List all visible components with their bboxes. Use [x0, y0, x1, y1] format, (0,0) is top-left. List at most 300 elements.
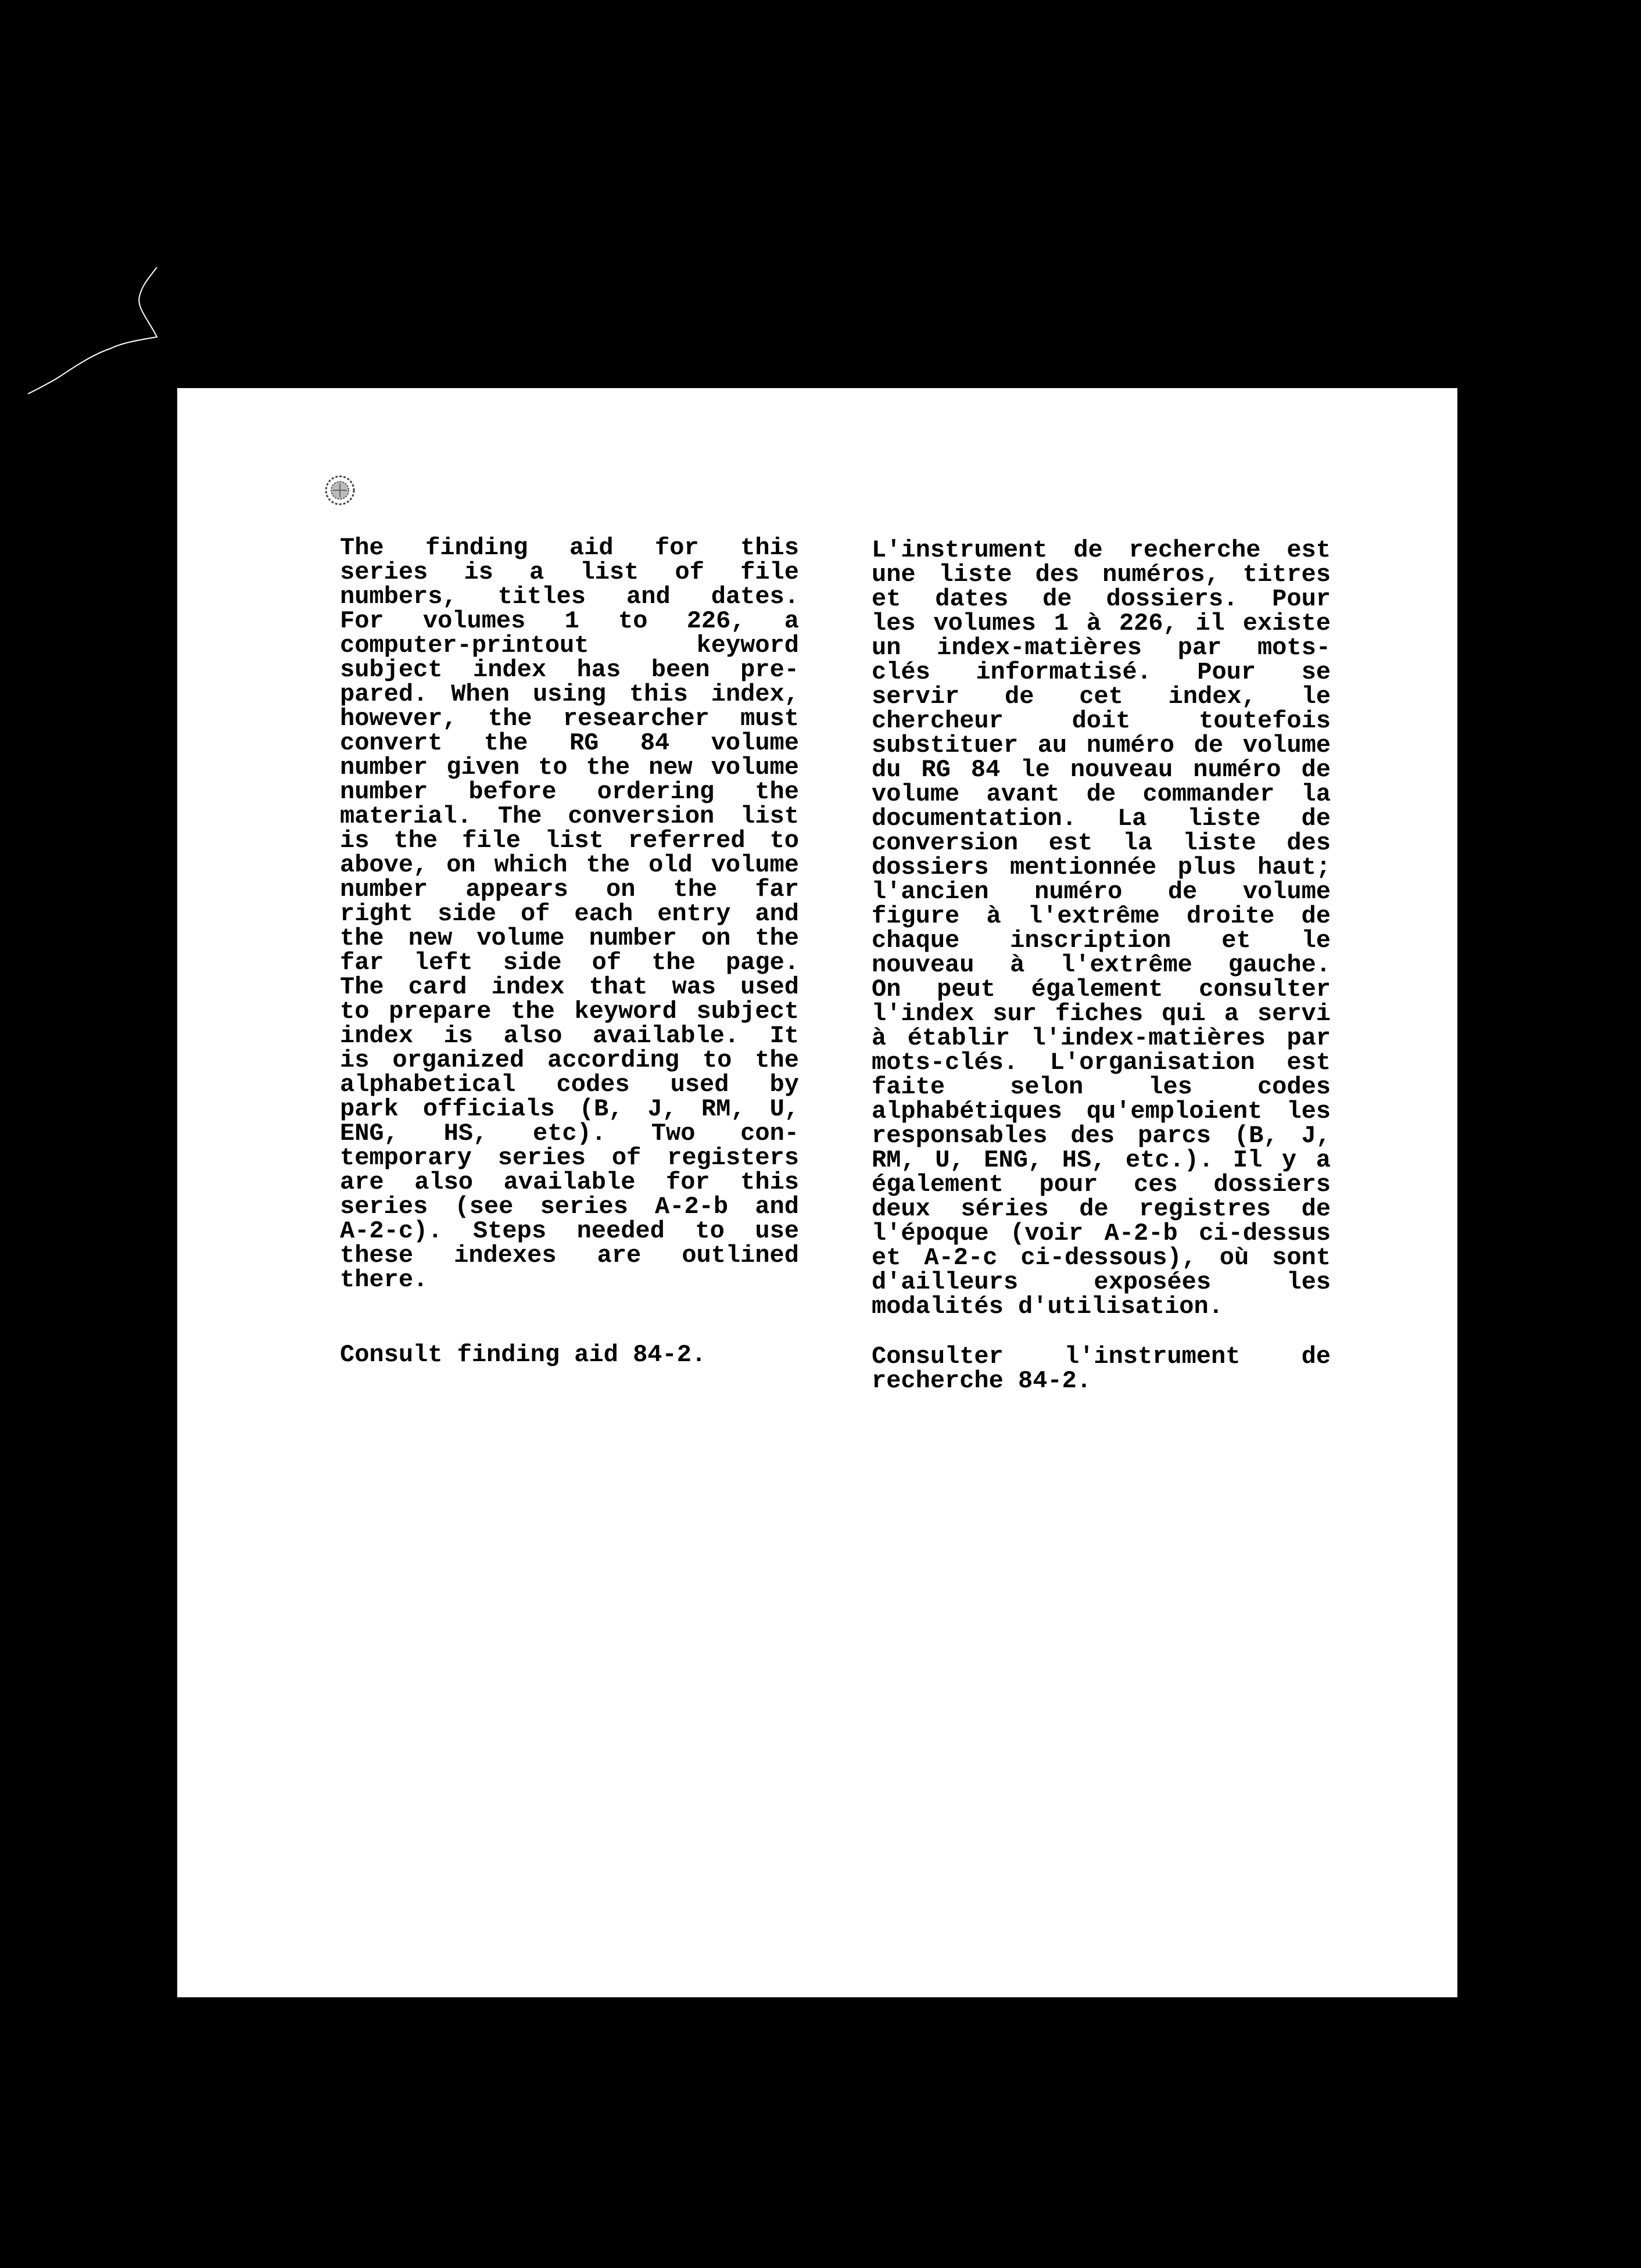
french-word: ces: [1134, 1171, 1178, 1198]
french-consult-last-line: recherche 84-2.: [872, 1367, 1092, 1395]
english-word: pre-: [740, 656, 799, 684]
english-word: series: [340, 1193, 428, 1221]
french-word: (B,: [1234, 1122, 1278, 1150]
english-line: [340, 584, 799, 609]
english-word: side: [438, 900, 496, 928]
english-word: temporary: [340, 1144, 472, 1172]
french-line: [872, 660, 1331, 684]
english-word: ENG,: [340, 1119, 399, 1147]
english-word: the: [586, 851, 630, 879]
english-word: numbers,: [340, 583, 457, 611]
french-word: par: [1177, 634, 1222, 662]
french-word: de: [1073, 536, 1103, 564]
french-word: et: [872, 1244, 901, 1272]
english-word: computer-printout: [340, 631, 589, 659]
french-word: servir: [872, 683, 960, 710]
english-word: index,: [711, 680, 799, 708]
french-word: de: [1079, 1195, 1109, 1223]
french-last-line: modalités d'utilisation.: [872, 1293, 1223, 1320]
english-word: convert: [340, 729, 443, 757]
french-word: l'index: [872, 1000, 974, 1028]
english-word: and: [755, 900, 799, 928]
french-word: les: [1148, 1073, 1192, 1101]
english-line: [340, 1024, 799, 1048]
french-word: L'organisation: [1049, 1049, 1255, 1076]
english-word: U,: [769, 1095, 799, 1123]
english-word: volumes: [422, 607, 526, 635]
french-word: établir: [907, 1024, 1011, 1052]
english-word: A-2-b: [655, 1193, 729, 1221]
english-word: was: [672, 973, 716, 1001]
french-word: nouveau: [1070, 756, 1173, 784]
english-word: referred: [628, 827, 746, 855]
english-line: [340, 926, 799, 950]
english-word: the: [586, 753, 630, 781]
french-line: [872, 1075, 1331, 1099]
english-line: [340, 706, 799, 731]
french-word: parcs: [1137, 1122, 1212, 1150]
english-word: are: [597, 1241, 642, 1269]
english-word: codes: [556, 1071, 630, 1099]
english-word: this: [629, 680, 688, 708]
english-word: con-: [740, 1119, 799, 1147]
english-word: number: [589, 924, 677, 952]
french-word: volume: [1242, 731, 1331, 759]
french-line: [872, 1221, 1331, 1246]
french-word: de: [1167, 878, 1198, 906]
english-word: index: [491, 973, 565, 1001]
english-line: [340, 804, 799, 828]
french-word: J,: [1301, 1122, 1331, 1150]
english-line: [340, 1194, 799, 1219]
french-word: de: [1086, 780, 1116, 808]
english-word: of: [675, 558, 704, 586]
french-word: RG: [921, 756, 951, 784]
french-consult-word: l'instrument: [1064, 1343, 1241, 1370]
french-word: de: [1042, 585, 1072, 613]
french-word: qui: [1162, 1000, 1206, 1028]
french-word: 226,: [1119, 609, 1178, 637]
french-word: des: [1287, 829, 1331, 857]
french-line: [872, 562, 1331, 587]
english-word: a: [529, 558, 544, 586]
english-word: and: [626, 583, 671, 611]
english-word: to: [618, 607, 648, 635]
english-word: available.: [592, 1022, 740, 1050]
english-line: [340, 755, 799, 780]
french-word: RM,: [872, 1146, 916, 1174]
english-word: which: [494, 851, 568, 879]
english-word: to: [695, 1217, 725, 1245]
french-word: numéros,: [1102, 561, 1220, 588]
french-word: à: [986, 902, 1001, 930]
english-consult-note: Consult finding aid 84-2.: [340, 1341, 707, 1369]
english-word: RG: [569, 729, 599, 757]
english-word: volume: [711, 753, 799, 781]
french-word: il: [1195, 609, 1225, 637]
french-word: documentation.: [872, 805, 1077, 832]
french-line: [872, 1246, 1331, 1270]
french-word: La: [1117, 805, 1147, 832]
french-word: commander: [1142, 780, 1275, 808]
french-word: recherche: [1128, 536, 1261, 564]
french-line: [872, 1270, 1331, 1294]
french-word: HS,: [1062, 1146, 1106, 1174]
french-word: volumes: [933, 609, 1036, 637]
french-word: un: [872, 634, 901, 662]
english-word: before: [468, 778, 557, 806]
english-word: When: [451, 680, 510, 708]
french-word: A-2-b: [1104, 1219, 1178, 1247]
french-word: plus: [1177, 853, 1237, 881]
french-word: de: [1301, 902, 1331, 930]
english-word: used: [670, 1071, 729, 1099]
english-word: material.: [340, 802, 472, 830]
english-line: [340, 1219, 799, 1243]
english-word: (B,: [579, 1095, 624, 1123]
french-word: y: [1281, 1146, 1297, 1174]
french-word: qu'emploient: [1086, 1097, 1263, 1125]
french-word: exposées: [1094, 1268, 1212, 1296]
french-word: avant: [986, 780, 1060, 808]
scanner-scratch-mark: [23, 261, 174, 395]
english-word: available: [503, 1168, 636, 1196]
french-word: L'instrument: [872, 536, 1048, 564]
french-word: chaque: [872, 927, 960, 954]
french-word: de: [1301, 1195, 1331, 1223]
french-word: U,: [935, 1146, 965, 1174]
english-word: 226,: [686, 607, 746, 635]
french-word: de: [1301, 756, 1331, 784]
english-word: the: [488, 705, 532, 733]
french-word: est: [1287, 536, 1331, 564]
english-word: appears: [465, 875, 568, 903]
english-word: for: [655, 534, 699, 562]
english-word: for: [665, 1168, 710, 1196]
english-line: [340, 1170, 799, 1194]
english-word: using: [532, 680, 606, 708]
english-word: officials: [422, 1095, 555, 1123]
english-word: of: [592, 949, 622, 977]
french-word: Pour: [1272, 585, 1331, 613]
english-line: [340, 999, 799, 1024]
french-word: de: [1301, 805, 1331, 832]
english-word: however,: [340, 705, 457, 733]
french-word: mots-: [1257, 634, 1331, 662]
english-word: park: [340, 1095, 399, 1123]
english-word: outlined: [682, 1241, 799, 1269]
french-word: dossiers.: [1106, 585, 1238, 613]
french-word: est: [1287, 1049, 1331, 1076]
english-word: series: [340, 558, 428, 586]
french-word: la: [1123, 829, 1153, 857]
english-word: that: [589, 973, 648, 1001]
english-word: dates.: [711, 583, 799, 611]
english-word: also: [414, 1168, 474, 1196]
french-word: registres: [1139, 1195, 1271, 1223]
english-line: [340, 560, 799, 584]
french-line: [872, 1050, 1331, 1075]
english-word: index: [340, 1022, 414, 1050]
english-line: [340, 1121, 799, 1146]
english-line: [340, 536, 799, 560]
english-line: [340, 633, 799, 658]
english-word: entry: [657, 900, 731, 928]
french-word: les: [1287, 1268, 1331, 1296]
french-line: [872, 709, 1331, 733]
english-word: of: [611, 1144, 642, 1172]
french-word: fiches: [1055, 1000, 1144, 1028]
english-word: keyword: [574, 997, 677, 1025]
english-word: the: [511, 997, 555, 1025]
french-word: titres: [1242, 561, 1331, 588]
french-word: séries: [961, 1195, 1049, 1223]
english-word: card: [408, 973, 467, 1001]
french-word: numéro: [1086, 731, 1175, 759]
english-word: to: [702, 1046, 732, 1074]
english-word: For: [340, 607, 384, 635]
french-word: figure: [872, 902, 960, 930]
english-word: old: [648, 851, 693, 879]
english-word: list: [545, 827, 604, 855]
english-word: a: [784, 607, 799, 635]
french-word: substituer: [872, 731, 1019, 759]
english-word: HS,: [443, 1119, 488, 1147]
english-word: It: [769, 1022, 799, 1050]
french-line: [872, 684, 1331, 709]
french-word: droite: [1187, 902, 1275, 930]
english-word: the: [483, 729, 528, 757]
english-word: A-2-c).: [340, 1217, 443, 1245]
english-word: this: [740, 534, 799, 562]
french-word: des: [1070, 1122, 1115, 1150]
french-line: [872, 953, 1331, 977]
english-word: new: [408, 924, 453, 952]
english-word: the: [651, 949, 696, 977]
english-word: subject: [696, 997, 799, 1025]
english-description: [340, 536, 799, 1292]
french-word: dates: [935, 585, 1009, 613]
french-word: l'index-matières: [1031, 1024, 1266, 1052]
english-word: series: [540, 1193, 628, 1221]
english-word: and: [755, 1193, 799, 1221]
english-line: [340, 853, 799, 877]
french-consult-note: [872, 1344, 1331, 1393]
french-word: et: [1221, 927, 1251, 954]
french-word: sont: [1272, 1244, 1331, 1272]
english-word: ordering: [597, 778, 715, 806]
english-word: must: [740, 705, 799, 733]
english-word: needed: [576, 1217, 665, 1245]
english-word: 1: [564, 607, 579, 635]
french-line: [872, 1026, 1331, 1050]
french-line: [872, 1002, 1331, 1026]
english-word: pared.: [340, 680, 428, 708]
english-word: file: [462, 827, 521, 855]
french-line: [872, 880, 1331, 904]
english-word: the: [673, 875, 718, 903]
french-word: l'époque: [872, 1219, 989, 1247]
french-word: 84: [970, 756, 1001, 784]
french-line: [872, 1099, 1331, 1124]
english-word: volume: [476, 924, 565, 952]
french-word: d'ailleurs: [872, 1268, 1019, 1296]
french-word: liste: [938, 561, 1012, 588]
french-word: le: [1301, 927, 1331, 954]
english-word: used: [740, 973, 799, 1001]
french-word: ci-dessus: [1199, 1219, 1331, 1247]
french-word: mentionnée: [1010, 853, 1157, 881]
english-line: [340, 731, 799, 755]
french-word: au: [1037, 731, 1067, 759]
french-word: gauche.: [1228, 951, 1331, 979]
english-word: left: [414, 949, 473, 977]
french-word: clés: [872, 658, 930, 686]
french-line: [872, 1148, 1331, 1172]
french-word: haut;: [1257, 853, 1331, 881]
english-line: [340, 609, 799, 633]
french-consult-line: [872, 1344, 1331, 1369]
french-word: cet: [1079, 683, 1123, 710]
french-word: doit: [1072, 707, 1131, 735]
english-word: J,: [647, 1095, 677, 1123]
english-word: aid: [569, 534, 614, 562]
english-word: is: [340, 1046, 370, 1074]
english-word: index: [473, 656, 547, 684]
french-word: alphabétiques: [872, 1097, 1062, 1125]
french-line: [872, 782, 1331, 806]
english-last-line: there.: [340, 1266, 428, 1294]
english-word: number: [340, 753, 428, 781]
french-word: et: [872, 585, 901, 613]
english-word: far: [755, 875, 799, 903]
french-word: sur: [993, 1000, 1037, 1028]
french-word: (voir: [1010, 1219, 1084, 1247]
french-word: le: [1020, 756, 1050, 784]
english-word: Steps: [473, 1217, 547, 1245]
english-word: alphabetical: [340, 1071, 516, 1099]
french-word: selon: [1010, 1073, 1084, 1101]
french-description: [872, 538, 1331, 1319]
english-word: list: [580, 558, 639, 586]
french-consult-word: Consulter: [872, 1343, 1004, 1370]
english-word: The: [340, 973, 384, 1001]
french-word: 1: [1054, 609, 1069, 637]
english-word: been: [651, 656, 710, 684]
english-word: on: [605, 875, 636, 903]
english-line: [340, 1146, 799, 1170]
french-word: numéro: [1034, 878, 1123, 906]
french-word: également: [872, 1171, 1004, 1198]
english-word: file: [740, 558, 799, 586]
english-word: the: [755, 1046, 799, 1074]
english-word: given: [446, 753, 520, 781]
french-word: chercheur: [872, 707, 1004, 735]
english-line: [340, 1097, 799, 1121]
english-word: the: [755, 924, 799, 952]
french-word: liste: [1187, 805, 1261, 832]
french-line: [872, 636, 1331, 660]
french-word: de: [1194, 731, 1224, 759]
french-word: Il: [1232, 1146, 1263, 1174]
french-word: inscription: [1010, 927, 1171, 954]
english-word: to: [769, 827, 799, 855]
french-line: [872, 855, 1331, 880]
french-line: [872, 1172, 1331, 1197]
french-word: mots-clés.: [872, 1049, 1019, 1076]
french-word: codes: [1257, 1073, 1331, 1101]
french-word: index-matières: [937, 634, 1142, 662]
english-word: keyword: [696, 631, 799, 659]
french-word: ci-dessous),: [1020, 1244, 1196, 1272]
french-word: informatisé.: [976, 658, 1152, 686]
french-word: une: [872, 561, 916, 588]
english-word: also: [503, 1022, 562, 1050]
document-page: [177, 388, 1457, 1997]
french-word: a: [1224, 1000, 1239, 1028]
french-word: dossiers: [872, 853, 989, 881]
english-word: number: [340, 778, 428, 806]
french-line: [872, 538, 1331, 562]
english-word: on: [701, 924, 731, 952]
english-line: [340, 1243, 799, 1268]
english-word: subject: [340, 656, 443, 684]
french-word: volume: [1242, 878, 1331, 906]
french-word: à: [1010, 951, 1025, 979]
french-word: à: [872, 1024, 887, 1052]
english-word: (see: [454, 1193, 514, 1221]
french-word: est: [1048, 829, 1093, 857]
french-word: l'extrême: [1027, 902, 1160, 930]
english-word: to: [538, 753, 568, 781]
french-word: également: [1031, 975, 1163, 1003]
english-word: indexes: [454, 1241, 557, 1269]
french-line: [872, 1124, 1331, 1148]
french-word: nouveau: [872, 951, 974, 979]
english-word: above,: [340, 851, 428, 879]
english-word: prepare: [389, 997, 492, 1025]
english-word: these: [340, 1241, 414, 1269]
english-word: are: [340, 1168, 384, 1196]
french-line: [872, 587, 1331, 611]
english-word: etc).: [532, 1119, 607, 1147]
english-word: side: [503, 949, 562, 977]
french-line: [872, 904, 1331, 928]
french-word: l'ancien: [872, 878, 989, 906]
french-consult-word: de: [1301, 1343, 1331, 1370]
french-word: dossiers: [1213, 1171, 1331, 1198]
english-line: [340, 877, 799, 902]
english-word: the: [755, 778, 799, 806]
english-word: is: [464, 558, 493, 586]
french-line: [872, 611, 1331, 636]
french-word: conversion: [872, 829, 1019, 857]
english-word: by: [769, 1071, 799, 1099]
english-word: right: [340, 900, 414, 928]
french-word: deux: [872, 1195, 930, 1223]
english-word: titles: [497, 583, 586, 611]
english-word: finding: [425, 534, 528, 562]
english-word: this: [740, 1168, 799, 1196]
french-word: On: [872, 975, 901, 1003]
english-line: [340, 828, 799, 853]
english-word: is: [340, 827, 370, 855]
english-line: [340, 1072, 799, 1097]
french-word: de: [1005, 683, 1034, 710]
archive-stamp-icon: [323, 473, 357, 508]
english-line: [340, 682, 799, 706]
french-word: à: [1086, 609, 1101, 637]
